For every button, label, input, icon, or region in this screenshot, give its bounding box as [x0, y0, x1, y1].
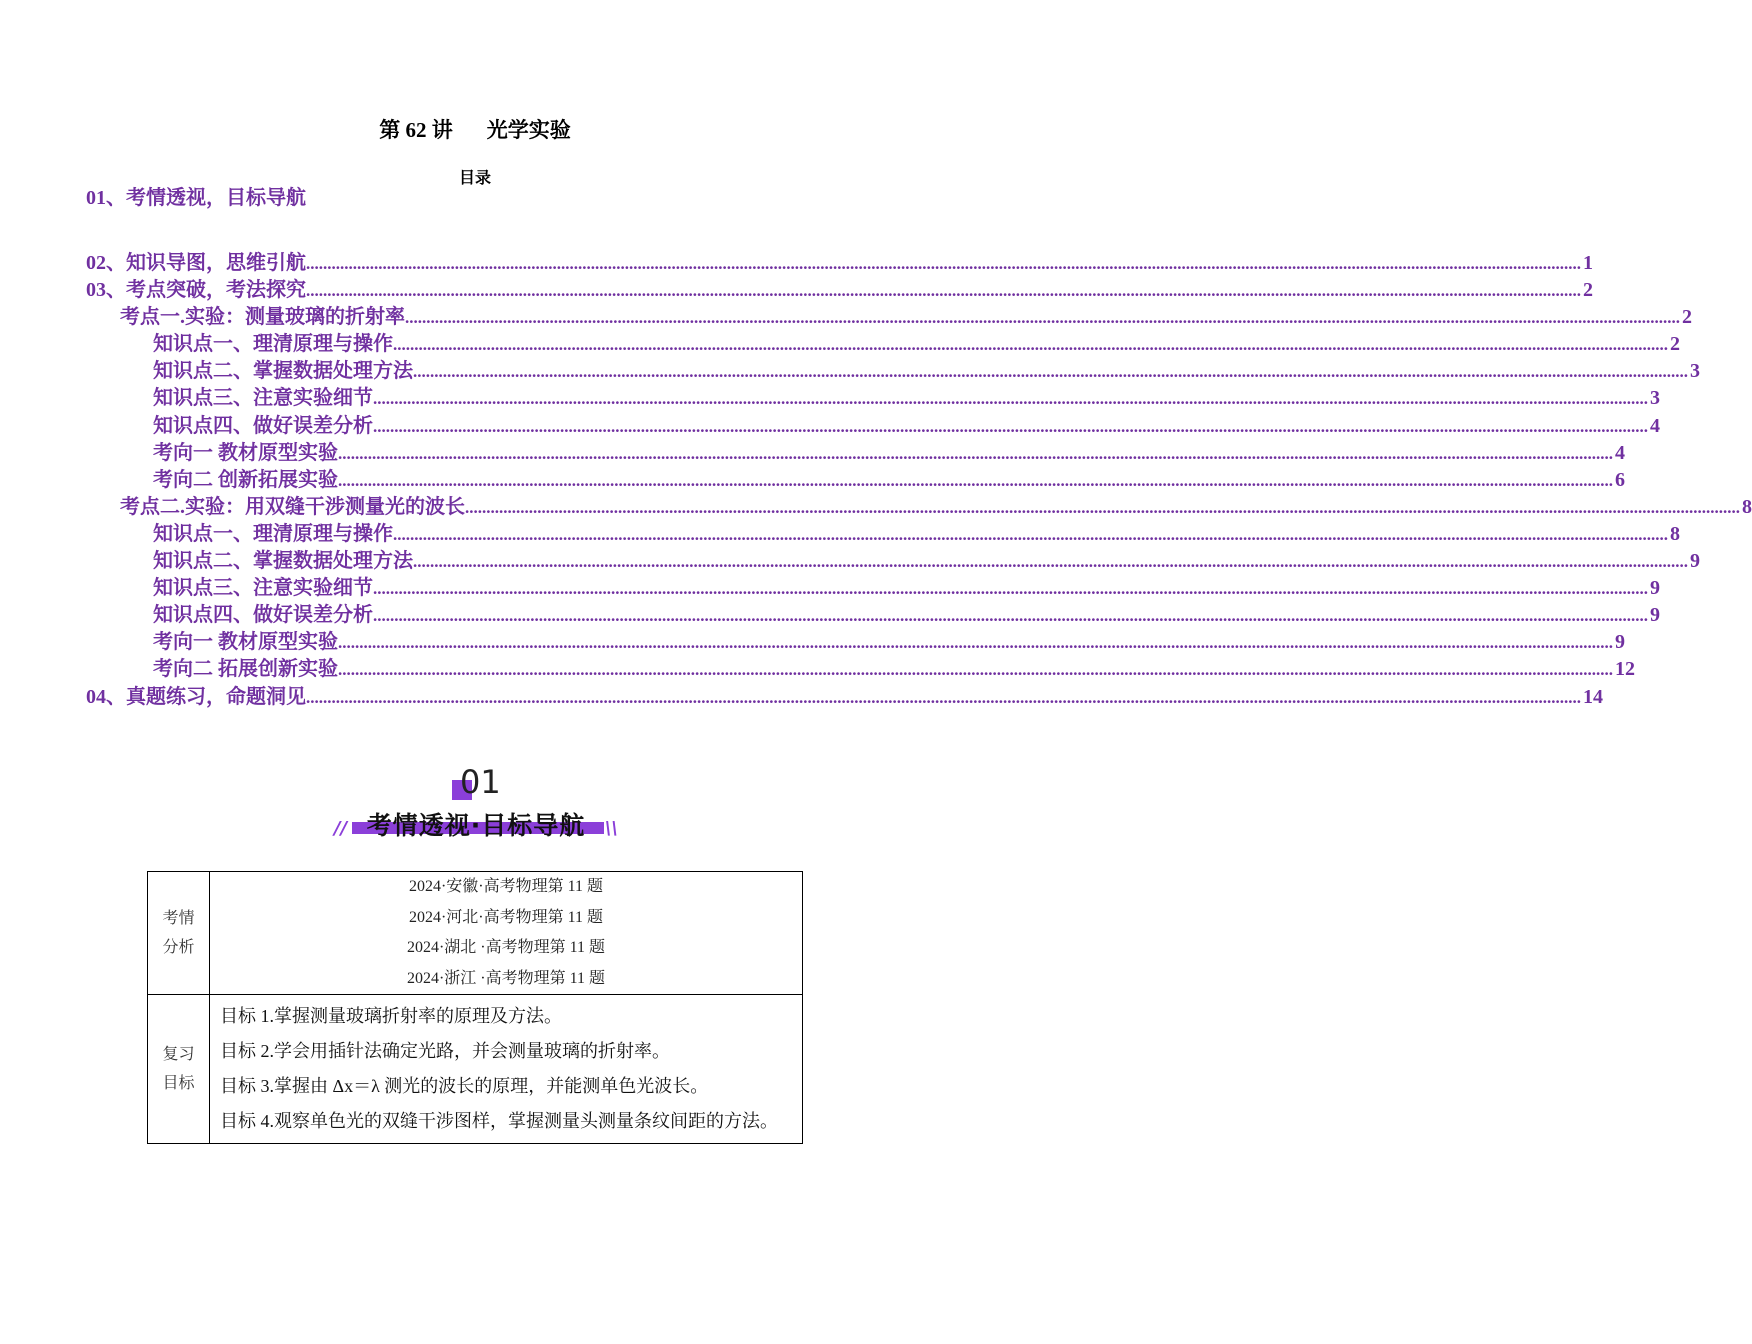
- toc-leader-dots: ............................................................................................................................................................................................................................................................................................................: [306, 687, 1581, 707]
- row-header-goals: 复习 目标: [148, 995, 210, 1144]
- toc-entry[interactable]: [86, 385, 1660, 412]
- source-line: 2024·浙江 ·高考物理第 11 题: [406, 969, 606, 987]
- table-row: [148, 872, 803, 995]
- toc-entry-label: 04、真题练习，命题洞见: [86, 685, 306, 708]
- toc-entry-page: 14: [1583, 685, 1603, 708]
- toc-entry-page: 9: [1690, 550, 1700, 573]
- goal-line: 目标 2.学会用插针法确定光路，并会测量玻璃的折射率。: [220, 1041, 670, 1061]
- toc-entry-label: 考向二 创新拓展实验: [153, 468, 338, 491]
- toc-entry-page: 12: [1615, 658, 1635, 681]
- toc-entry-page: 2: [1670, 333, 1680, 356]
- banner-slash-right-icon: \\: [604, 818, 618, 839]
- toc-leader-dots: ............................................................................................................................................................................................................................................................................................................: [393, 335, 1668, 355]
- toc-entry-page: 2: [1583, 279, 1593, 302]
- toc-entry[interactable]: [86, 440, 1625, 467]
- goals-cell: [210, 995, 803, 1144]
- toc-entry[interactable]: [86, 331, 1680, 358]
- toc-entry-page: 4: [1650, 414, 1660, 437]
- source-line: 2024·安徽·高考物理第 11 题: [408, 878, 604, 895]
- toc-entry[interactable]: [86, 358, 1700, 385]
- toc-leader-dots: ............................................................................................................................................................................................................................................................................................................: [306, 254, 1581, 273]
- toc-entry-label: 知识点三、注意实验细节: [153, 387, 373, 410]
- table-row: [148, 995, 803, 1144]
- toc-entry-label: 知识点三、注意实验细节: [153, 577, 373, 600]
- toc-entry-page: 8: [1742, 495, 1752, 518]
- toc-entry[interactable]: [86, 684, 1603, 711]
- banner-number: 01: [460, 763, 501, 801]
- goal-line: 目标 4.观察单色光的双缝干涉图样，掌握测量头测量条纹间距的方法。: [220, 1111, 778, 1131]
- section-banner: [330, 762, 622, 842]
- toc-entry[interactable]: [86, 277, 1593, 304]
- toc-leader-dots: ............................................................................................................................................................................................................................................................................................................: [405, 308, 1680, 328]
- toc-entry-label: 考向一 教材原型实验: [153, 441, 338, 464]
- toc-leader-dots: ............................................................................................................................................................................................................................................................................................................: [373, 579, 1648, 599]
- toc-entry[interactable]: [86, 629, 1625, 656]
- toc-leader-dots: ............................................................................................................................................................................................................................................................................................................: [373, 606, 1648, 626]
- toc-leader-dots: ............................................................................................................................................................................................................................................................................................................: [413, 362, 1688, 382]
- toc-entry-page: 9: [1650, 577, 1660, 600]
- goal-line: 目标 1.掌握测量玻璃折射率的原理及方法。: [220, 1006, 562, 1026]
- toc-entry-label: 03、考点突破，考法探究: [86, 279, 306, 302]
- banner-title: 考情透视·目标导航: [366, 811, 586, 840]
- toc-leader-dots: ............................................................................................................................................................................................................................................................................................................: [338, 660, 1613, 680]
- source-line: 2024·河北·高考物理第 11 题: [408, 908, 604, 926]
- toc-entry-label: 考向一 教材原型实验: [153, 631, 338, 654]
- row-header-analysis: 考情 分析: [148, 872, 210, 995]
- toc-leader-dots: ............................................................................................................................................................................................................................................................................................................: [413, 552, 1688, 572]
- source-line: 2024·湖北 ·高考物理第 11 题: [406, 939, 606, 956]
- lecture-topic: 光学实验: [486, 118, 571, 142]
- toc-leader-dots: ............................................................................................................................................................................................................................................................................................................: [373, 416, 1648, 436]
- toc-entry-label: 知识点二、掌握数据处理方法: [153, 360, 413, 383]
- toc-entry-first[interactable]: 01、考情透视，目标导航: [86, 187, 306, 209]
- toc-leader-dots: ............................................................................................................................................................................................................................................................................................................: [338, 633, 1613, 653]
- toc-entry-page: 9: [1650, 604, 1660, 627]
- page-title: [0, 114, 950, 144]
- toc-entry-label: 知识点四、做好误差分析: [153, 604, 373, 627]
- toc-entry[interactable]: [86, 602, 1660, 629]
- banner-slash-left-icon: //: [334, 818, 348, 839]
- toc-entry-page: 3: [1650, 387, 1660, 410]
- toc-entry[interactable]: [86, 521, 1680, 548]
- toc-entry-page: 9: [1615, 631, 1625, 654]
- exam-analysis-table: [147, 871, 803, 1144]
- toc-entry-label: 知识点一、理清原理与操作: [153, 522, 393, 545]
- table-of-contents: [86, 250, 1752, 711]
- toc-entry-page: 6: [1615, 468, 1625, 491]
- toc-entry[interactable]: [86, 413, 1660, 440]
- toc-entry-label: 考点二.实验：用双缝干涉测量光的波长: [120, 495, 465, 518]
- toc-entry-label: 02、知识导图，思维引航: [86, 252, 306, 274]
- toc-entry-label: 知识点一、理清原理与操作: [153, 333, 393, 356]
- toc-entry[interactable]: [86, 304, 1692, 331]
- toc-entry[interactable]: [86, 656, 1635, 683]
- toc-entry-page: 2: [1682, 306, 1692, 329]
- toc-entry[interactable]: [86, 250, 1593, 277]
- toc-entry-label: 考向二 拓展创新实验: [153, 658, 338, 681]
- toc-entry-page: 4: [1615, 441, 1625, 464]
- toc-entry[interactable]: [86, 548, 1700, 575]
- goal-line: 目标 3.掌握由 Δx＝λ 测光的波长的原理，并能测单色光波长。: [220, 1076, 709, 1096]
- toc-entry-label: 知识点二、掌握数据处理方法: [153, 550, 413, 573]
- toc-leader-dots: ............................................................................................................................................................................................................................................................................................................: [465, 497, 1740, 517]
- toc-entry-label: 知识点四、做好误差分析: [153, 414, 373, 437]
- toc-leader-dots: ............................................................................................................................................................................................................................................................................................................: [373, 389, 1648, 409]
- toc-entry[interactable]: [86, 494, 1752, 521]
- toc-leader-dots: ............................................................................................................................................................................................................................................................................................................: [393, 524, 1668, 544]
- toc-leader-dots: ............................................................................................................................................................................................................................................................................................................: [306, 281, 1581, 301]
- toc-leader-dots: ............................................................................................................................................................................................................................................................................................................: [338, 443, 1613, 463]
- sources-cell: [210, 872, 803, 995]
- toc-leader-dots: ............................................................................................................................................................................................................................................................................................................: [338, 470, 1613, 490]
- lecture-number: 第 62 讲: [379, 118, 453, 142]
- toc-entry-page: 8: [1670, 522, 1680, 545]
- toc-entry-label: 考点一.实验：测量玻璃的折射率: [120, 306, 405, 329]
- toc-heading: 目录: [458, 170, 491, 187]
- toc-entry-page: 1: [1583, 252, 1593, 274]
- toc-entry[interactable]: [86, 467, 1625, 494]
- toc-entry[interactable]: [86, 575, 1660, 602]
- toc-entry-page: 3: [1690, 360, 1700, 383]
